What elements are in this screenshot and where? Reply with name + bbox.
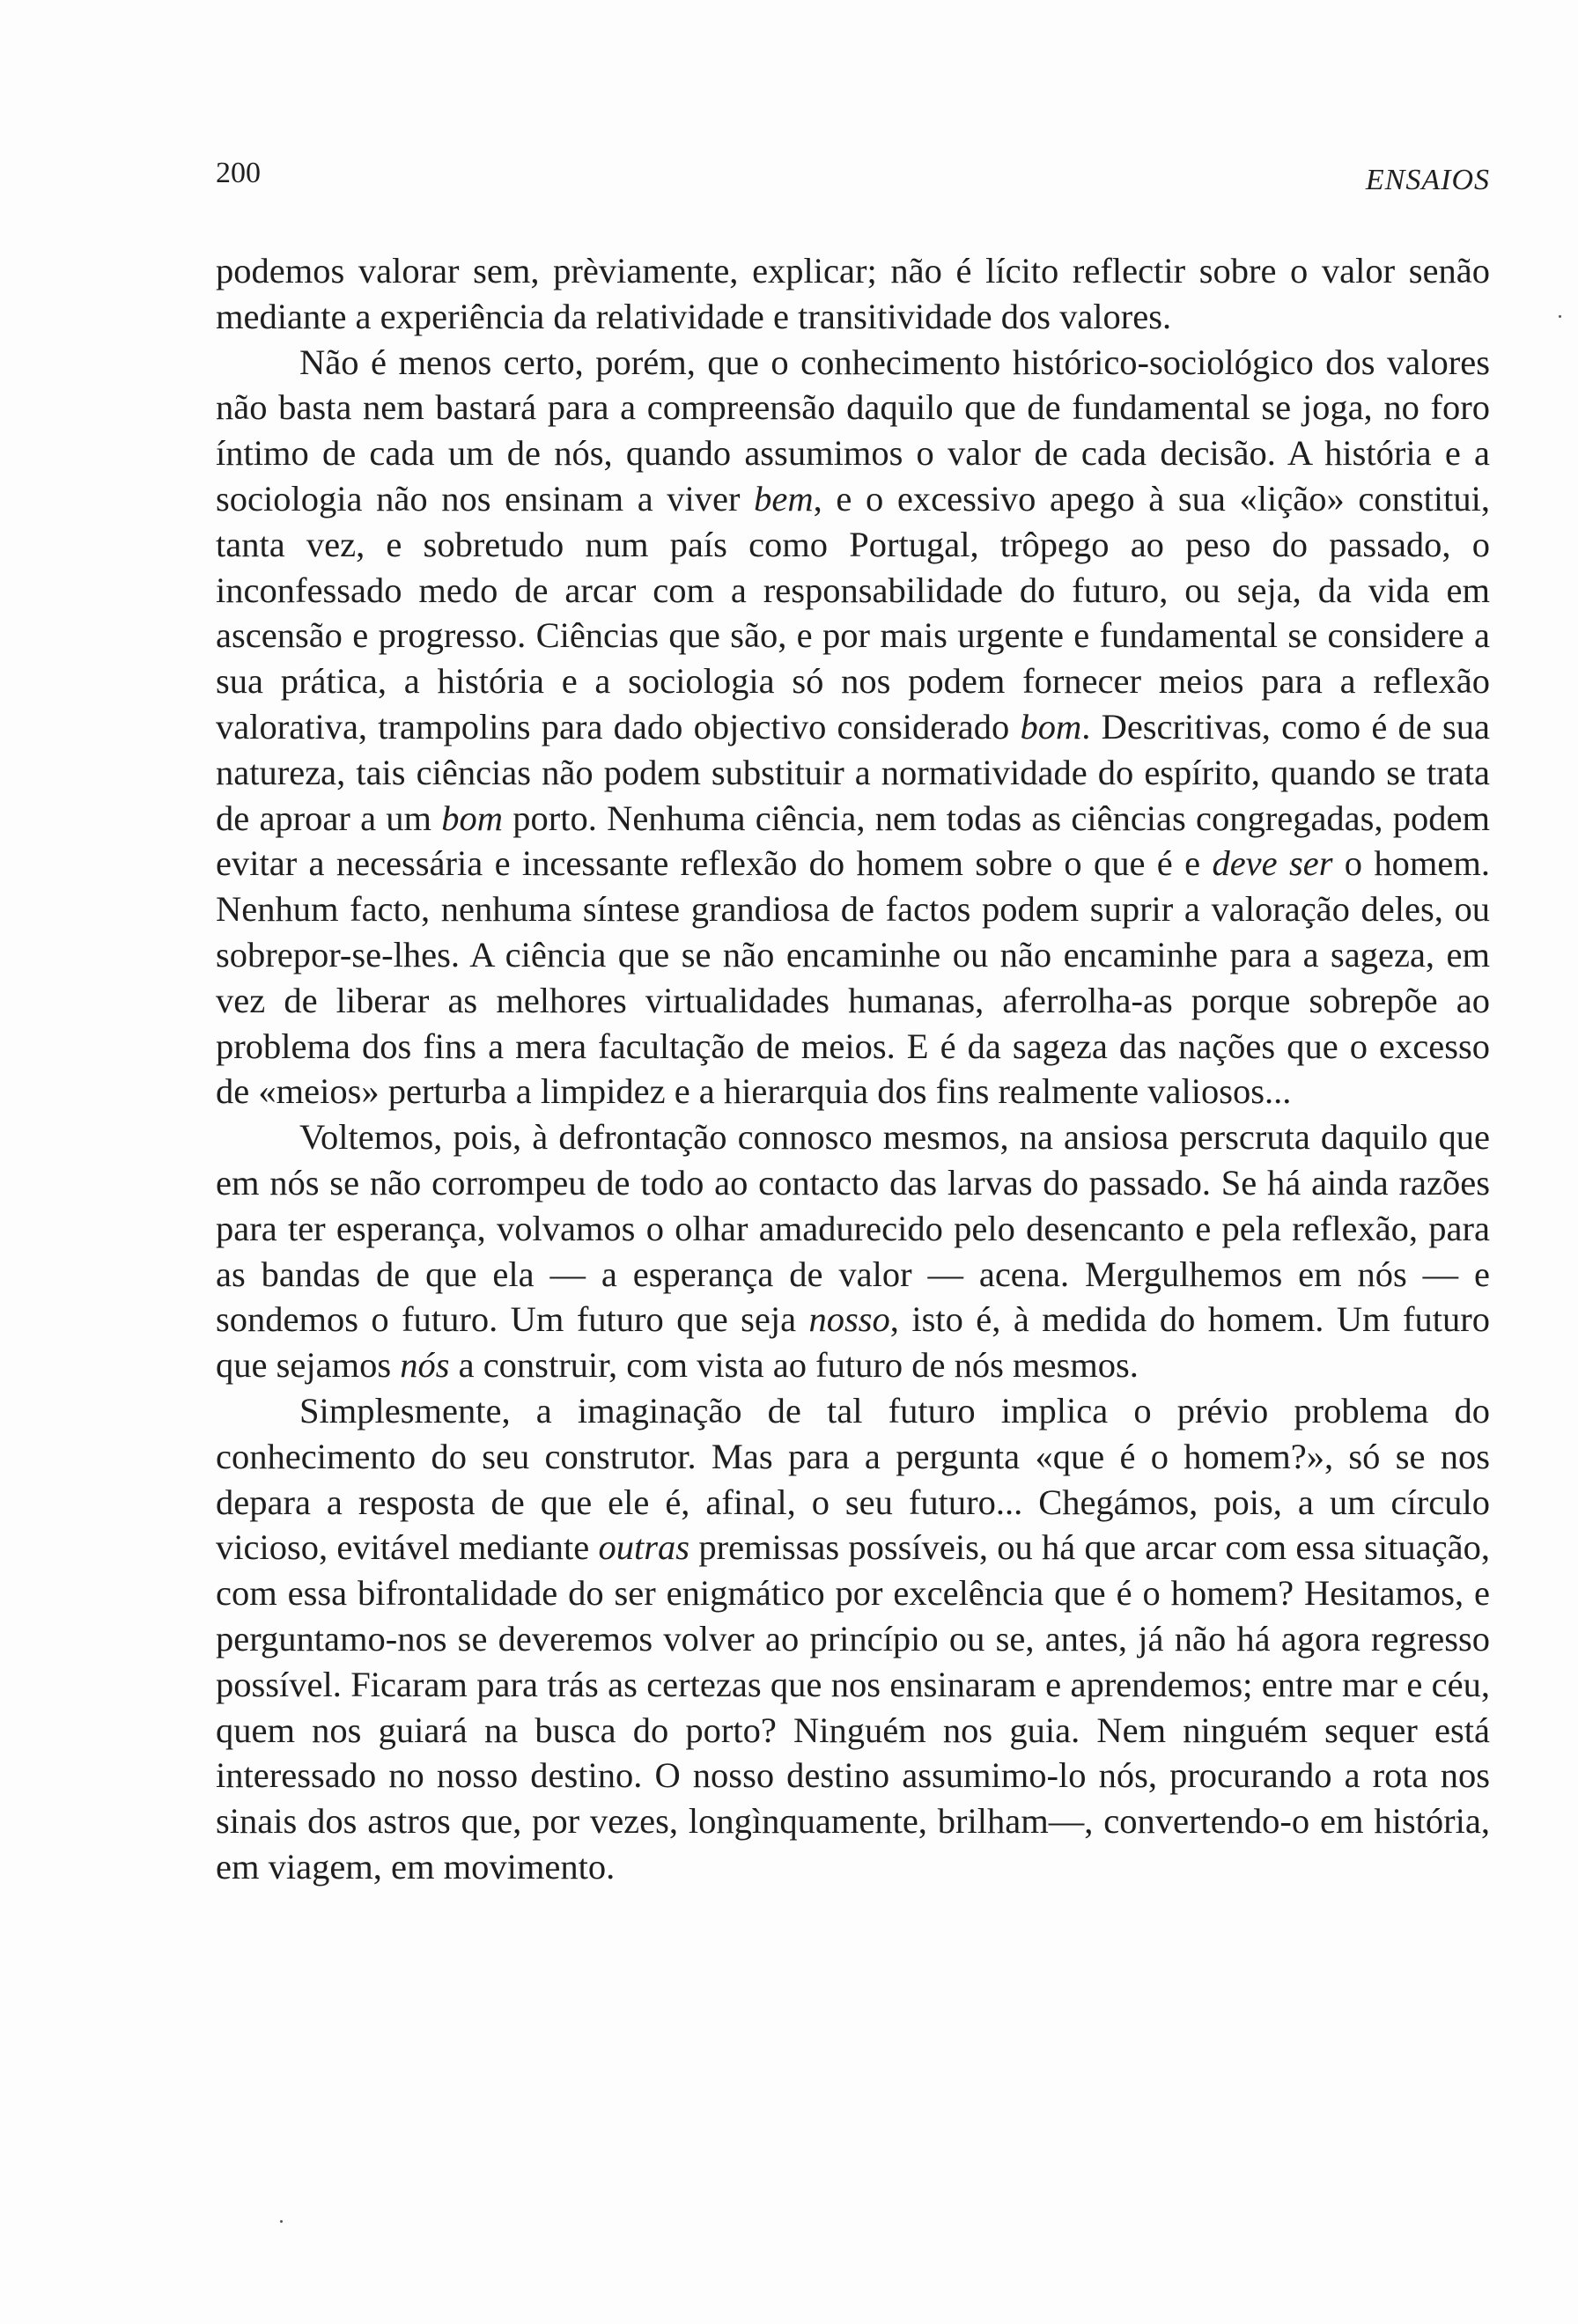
italic-text-run: deve ser: [1212, 843, 1333, 884]
italic-text-run: nosso: [808, 1299, 890, 1340]
body-text: [216, 248, 1490, 1890]
text-run: podemos valorar sem, prèviamente, explicar; não é lícito reflectir sobre o valor senão mediante a experiência da relatividade e transitividade dos valores.: [216, 251, 1490, 336]
text-run: Simplesmente, a imaginação de tal futuro implica o prévio problema do conhecimento do seu construtor. Mas para a pergunta «que é o homem?», só se nos depara a resposta de que ele é, afinal, o seu futuro... Chegámos, pois, a um círculo vicioso, evitável mediante: [216, 1390, 1490, 1568]
italic-text-run: bem: [754, 478, 814, 518]
text-run: o homem. Nenhum facto, nenhuma síntese grandiosa de factos podem suprir a valoração deles, ou sobrepor-se-lhes. A ciência que se não encaminhe ou não encaminhe para a sageza, em vez de liberar as melhores virtualidades humanas, aferrolha-as porque sobrepõe ao problema dos fins a mera facultação de meios. E é da sageza das nações que o excesso de «meios» perturba a limpidez e a hierarquia dos fins realmente valiosos...: [216, 843, 1491, 1112]
italic-text-run: outras: [598, 1527, 690, 1568]
italic-text-run: nós: [400, 1345, 450, 1386]
margin-speck: [1559, 315, 1561, 318]
paragraph: [216, 1114, 1490, 1388]
text-run: premissas possíveis, ou há que arcar com essa situação, com essa bifrontalidade do ser enigmático por excelência que é o homem? Hesitamos, e perguntamo-nos se deveremos volver ao princípio ou se, antes, já não há agora regresso possível. Ficaram para trás as certezas que nos ensinaram e aprendemos; entre mar e céu, quem nos guiará na busca do porto? Ninguém nos guia. Nem ninguém sequer está interessado no nosso destino. O nosso destino assumimo-lo nós, procurando a rota nos sinais dos astros que, por vezes, longìnquamente, brilham—, convertendo-o em história, em viagem, em movimento.: [216, 1527, 1490, 1886]
running-head: [216, 157, 1490, 210]
paragraph: [216, 248, 1490, 340]
text-run: Voltemos, pois, à defrontação connosco mesmos, na ansiosa perscruta daquilo que em nós se não corrompeu de todo ao contacto das larvas do passado. Se há ainda razões para ter esperança, volvamos o olhar amadurecido pelo desencanto e pela reflexão, para as bandas de que ela — a esperança de valor — acena. Mergulhemos em nós — e sondemos o futuro. Um futuro que seja: [216, 1117, 1490, 1340]
page-number: 200: [216, 157, 261, 189]
text-run: . Descritivas, como é de sua natureza, tais ciências não podem substituir a normatividade do espírito, quando se trata de aproar a um: [216, 706, 1490, 838]
paragraph: [216, 1388, 1490, 1890]
text-run: a construir, com vista ao futuro de nós mesmos.: [449, 1345, 1139, 1386]
text-run: porto. Nenhuma ciência, nem todas as ciências congregadas, podem evitar a necessária e incessante reflexão do homem sobre o que é e: [216, 798, 1490, 884]
section-title: ENSAIOS: [1365, 164, 1490, 196]
italic-text-run: bom: [441, 798, 504, 838]
text-run: Não é menos certo, porém, que o conhecimento histórico-sociológico dos valores não basta nem bastará para a compreensão daquilo que de fundamental se joga, no foro íntimo de cada um de nós, quando assumimos o valor de cada decisão. A história e a sociologia não nos ensinam a viver: [216, 342, 1490, 518]
paragraph: [216, 340, 1490, 1115]
text-run: , e o excessivo apego à sua «lição» constitui, tanta vez, e sobretudo num país como Portugal, trôpego ao peso do passado, o inconfessado medo de arcar com a responsabilidade do futuro, ou seja, da vida em ascensão e progresso. Ciências que são, e por mais urgente e fundamental se considere a sua prática, a história e a sociologia só nos podem fornecer meios para a reflexão valorativa, trampolins para dado objectivo considerado: [216, 478, 1490, 746]
italic-text-run: bom: [1020, 706, 1082, 746]
text-run: , isto é, à medida do homem. Um futuro que sejamos: [216, 1299, 1490, 1386]
margin-speck: [280, 2220, 283, 2223]
